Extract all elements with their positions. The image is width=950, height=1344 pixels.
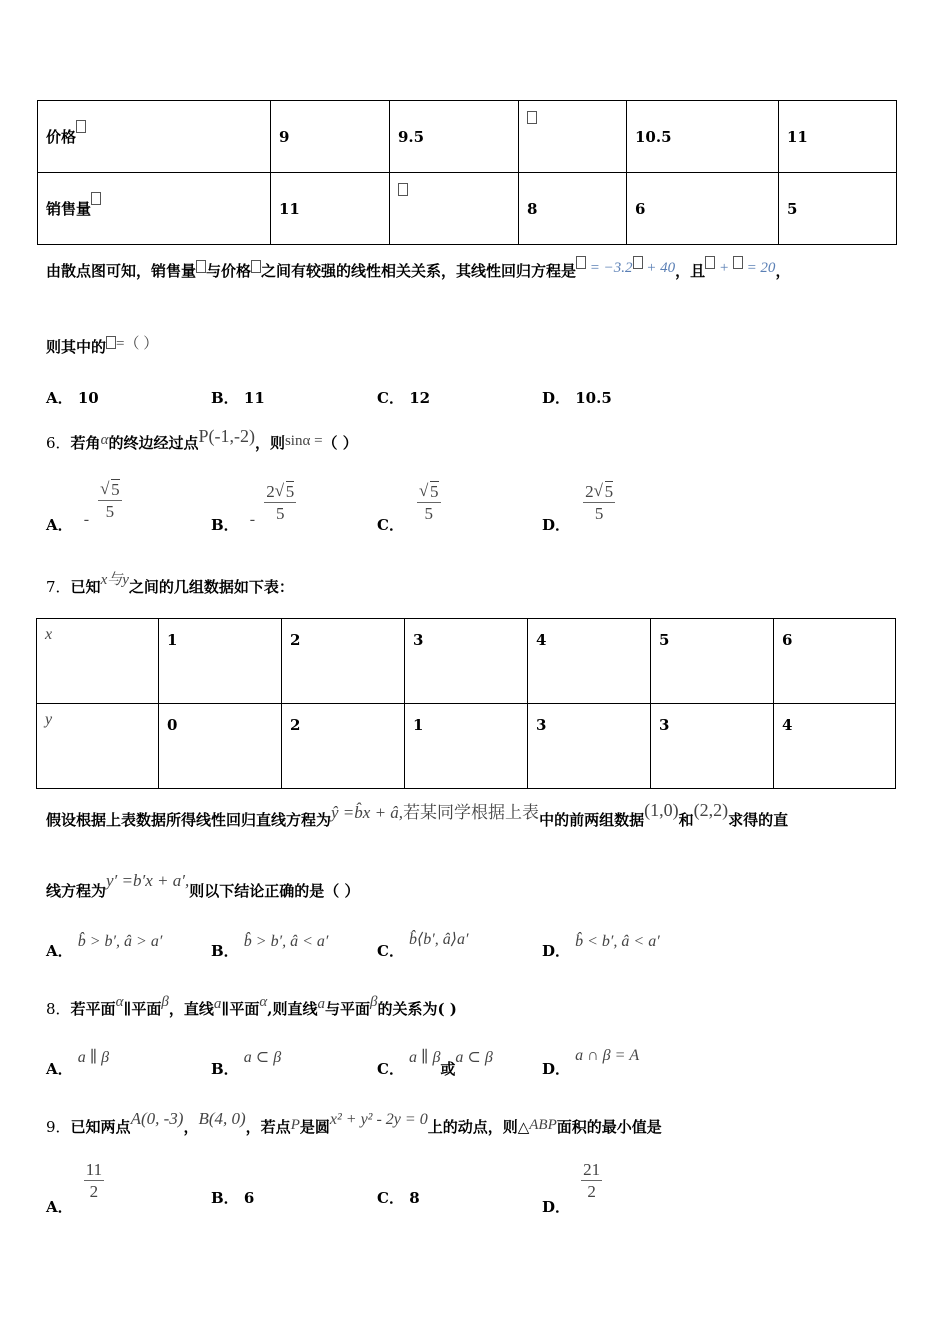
placeholder-glyph xyxy=(76,120,86,133)
xy-data-table xyxy=(36,618,896,789)
table-cell: 价格 xyxy=(38,101,271,173)
q7-option-b[interactable]: B． b̂ > b′, â < a′ xyxy=(211,933,329,960)
q7-option-a[interactable]: A． b̂ > b′, â > a′ xyxy=(46,933,163,960)
table-cell: 10.5 xyxy=(627,101,779,173)
table-cell: 0 xyxy=(159,704,282,789)
fraction: $\frac{21}{2}$ xyxy=(583,1160,601,1201)
q6-option-b[interactable]: B． - $\frac{2√ 5}{5}$ xyxy=(211,482,296,525)
table-cell: 11 xyxy=(271,173,390,245)
table-row xyxy=(38,173,897,245)
q5-option-b[interactable]: B． 11 xyxy=(211,389,265,407)
table-cell: 2 xyxy=(282,704,405,789)
q6-stem: 6．若角α的终边经过点P(-1,-2)，则sinα =（ ） xyxy=(46,426,358,452)
table-row xyxy=(37,704,896,789)
q6-option-d[interactable]: D． $\frac{2√ 5}{5}$ xyxy=(542,482,615,525)
placeholder-glyph xyxy=(576,256,586,269)
q8-option-d[interactable]: D． a ∩ β = A xyxy=(542,1047,640,1078)
q7-option-c[interactable]: C． b̂⟨b′, â⟩a′ xyxy=(377,931,469,960)
table-row xyxy=(37,619,896,704)
table-cell: 3 xyxy=(651,704,774,789)
table-cell: 1 xyxy=(405,704,528,789)
q5-line1: 由散点图可知，销售量 与价格 之间有较强的线性相关关系，其线性回归方程是 = −3.2 + 40，且 + = 20， xyxy=(46,260,790,281)
q8-stem: 8．若平面α∥平面β，直线a∥平面α,则直线a与平面β的关系为( ) xyxy=(46,994,457,1018)
q7-line2: 线方程为y′ =b′x + a′,则以下结论正确的是（ ） xyxy=(46,871,360,900)
table-cell: 6 xyxy=(627,173,779,245)
price-sales-table xyxy=(37,100,897,245)
q9-option-c[interactable]: C． 8 xyxy=(377,1189,420,1207)
q8-option-b[interactable]: B． a ⊂ β xyxy=(211,1049,282,1078)
q8-option-c[interactable]: C． a ∥ β或a ⊂ β xyxy=(377,1049,493,1078)
placeholder-glyph xyxy=(398,183,408,196)
q6-option-c[interactable]: C． √ $\frac{5}{5}$ xyxy=(377,482,441,525)
table-cell: x xyxy=(37,619,159,704)
q5-option-a[interactable]: A． 10 xyxy=(46,389,99,407)
q9-option-a[interactable]: A． $\frac{11}{2}$ xyxy=(46,1160,103,1216)
q5-line2: 则其中的 =（ ） xyxy=(46,336,159,356)
placeholder-glyph xyxy=(633,256,643,269)
q7-option-d[interactable]: D． b̂ < b′, â < a′ xyxy=(542,933,660,960)
table-cell: 9.5 xyxy=(390,101,519,173)
q9-option-d[interactable]: D． $\frac{21}{2}$ xyxy=(542,1160,601,1216)
table-cell: y xyxy=(37,704,159,789)
fraction: $\frac{2√ 5}{5}$ xyxy=(583,482,615,525)
placeholder-glyph xyxy=(733,256,743,269)
sum-equation: + = 20 xyxy=(705,260,775,276)
table-cell: 8 xyxy=(519,173,627,245)
q7-line1: 假设根据上表数据所得线性回归直线方程为ŷ =b̂x + â,若某同学根据上表中的前两组数据(1,0)和(2,2)求得的直 xyxy=(46,800,789,829)
placeholder-glyph xyxy=(91,192,101,205)
fraction: √ $\frac{5}{5}$ xyxy=(417,482,441,525)
table-cell: 3 xyxy=(405,619,528,704)
q8-option-a[interactable]: A． a ∥ β xyxy=(46,1049,110,1078)
table-cell: 4 xyxy=(774,704,896,789)
placeholder-glyph xyxy=(705,256,715,269)
table-cell xyxy=(390,173,519,245)
q9-stem: 9．已知两点A(0, -3)，B(4, 0)，若点P是圆x² + y² - 2y = 0上的动点，则△ABP面积的最小值是 xyxy=(46,1109,662,1136)
placeholder-glyph xyxy=(196,260,206,273)
q7-stem: 7．已知x与y之间的几组数据如下表： xyxy=(46,572,294,596)
placeholder-glyph xyxy=(251,260,261,273)
table-cell: 11 xyxy=(779,101,897,173)
table-cell: 9 xyxy=(271,101,390,173)
fraction: √ $\frac{5}{5}$ xyxy=(98,480,122,523)
q5-option-c[interactable]: C． 12 xyxy=(377,389,431,407)
q9-option-b[interactable]: B． 6 xyxy=(211,1189,255,1207)
table-cell xyxy=(519,101,627,173)
regression-equation: = −3.2 + 40 xyxy=(576,260,675,276)
table-row xyxy=(38,101,897,173)
table-cell: 4 xyxy=(528,619,651,704)
fraction: $\frac{11}{2}$ xyxy=(85,1160,103,1201)
fraction: $\frac{2√ 5}{5}$ xyxy=(264,482,296,525)
placeholder-glyph xyxy=(106,336,116,349)
placeholder-glyph xyxy=(527,111,537,124)
table-cell: 5 xyxy=(651,619,774,704)
q6-option-a[interactable]: A． - √ $\frac{5}{5}$ xyxy=(46,480,122,523)
table-cell: 6 xyxy=(774,619,896,704)
q5-option-d[interactable]: D． 10.5 xyxy=(542,389,612,407)
table-cell: 3 xyxy=(528,704,651,789)
table-cell: 5 xyxy=(779,173,897,245)
table-cell: 2 xyxy=(282,619,405,704)
table-cell: 销售量 xyxy=(38,173,271,245)
table-cell: 1 xyxy=(159,619,282,704)
